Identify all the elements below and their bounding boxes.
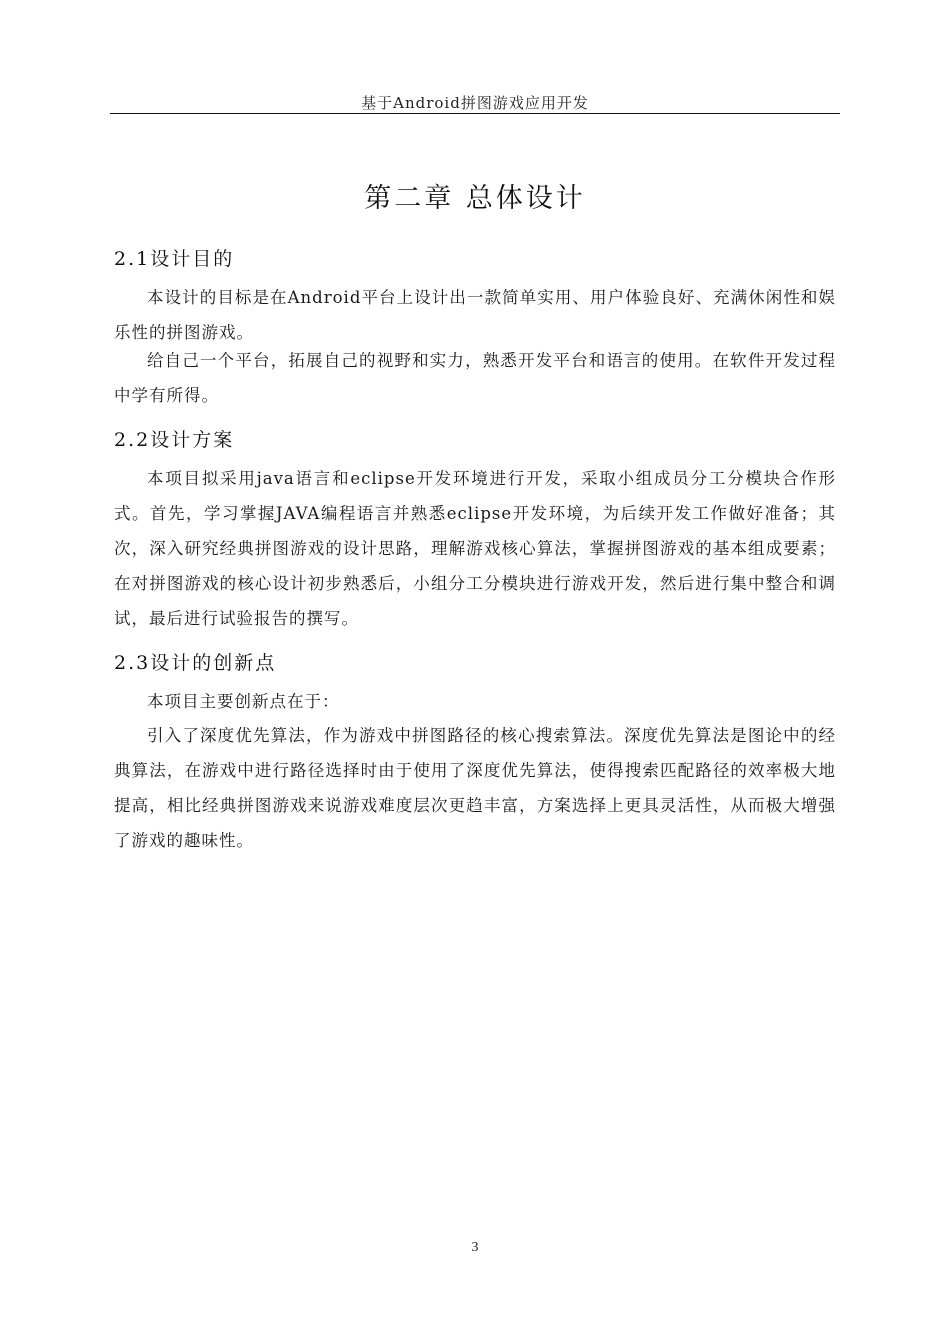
paragraph-2-3-intro: 本项目主要创新点在于：	[147, 692, 340, 711]
paragraph-2-1-goal: 本设计的目标是在Android平台上设计出一款简单实用、用户体验良好、充满休闲性和娱乐性的拼图游戏。	[114, 288, 836, 342]
paragraph-2-3-innovation: 引入了深度优先算法，作为游戏中拼图路径的核心搜索算法。深度优先算法是图论中的经典算法，在游戏中进行路径选择时由于使用了深度优先算法，使得搜索匹配路径的效率极大地提高，相比经典拼图游戏来说游戏难度层次更趋丰富，方案选择上更具灵活性，从而极大增强了游戏的趣味性。	[114, 726, 836, 850]
section-heading-2-1: 2.1设计目的	[114, 248, 235, 270]
section-heading-2-3: 2.3设计的创新点	[114, 652, 277, 674]
page-header: 基于Android拼图游戏应用开发	[361, 94, 589, 112]
section-heading-2-2: 2.2设计方案	[114, 429, 235, 451]
chapter-title: 第二章 总体设计	[364, 183, 586, 214]
paragraph-2-1-growth: 给自己一个平台，拓展自己的视野和实力，熟悉开发平台和语言的使用。在软件开发过程中学有所得。	[114, 351, 836, 405]
page-number: 3	[471, 1240, 479, 1255]
header-rule	[110, 113, 840, 114]
paragraph-2-2-plan: 本项目拟采用java语言和eclipse开发环境进行开发，采取小组成员分工分模块合作形式。首先，学习掌握JAVA编程语言并熟悉eclipse开发环境，为后续开发工作做好准备；其次，深入研究经典拼图游戏的设计思路，理解游戏核心算法，掌握拼图游戏的基本组成要素；在对拼图游戏的核心设计初步熟悉后，小组分工分模块进行游戏开发，然后进行集中整合和调试，最后进行试验报告的撰写。	[114, 469, 836, 628]
